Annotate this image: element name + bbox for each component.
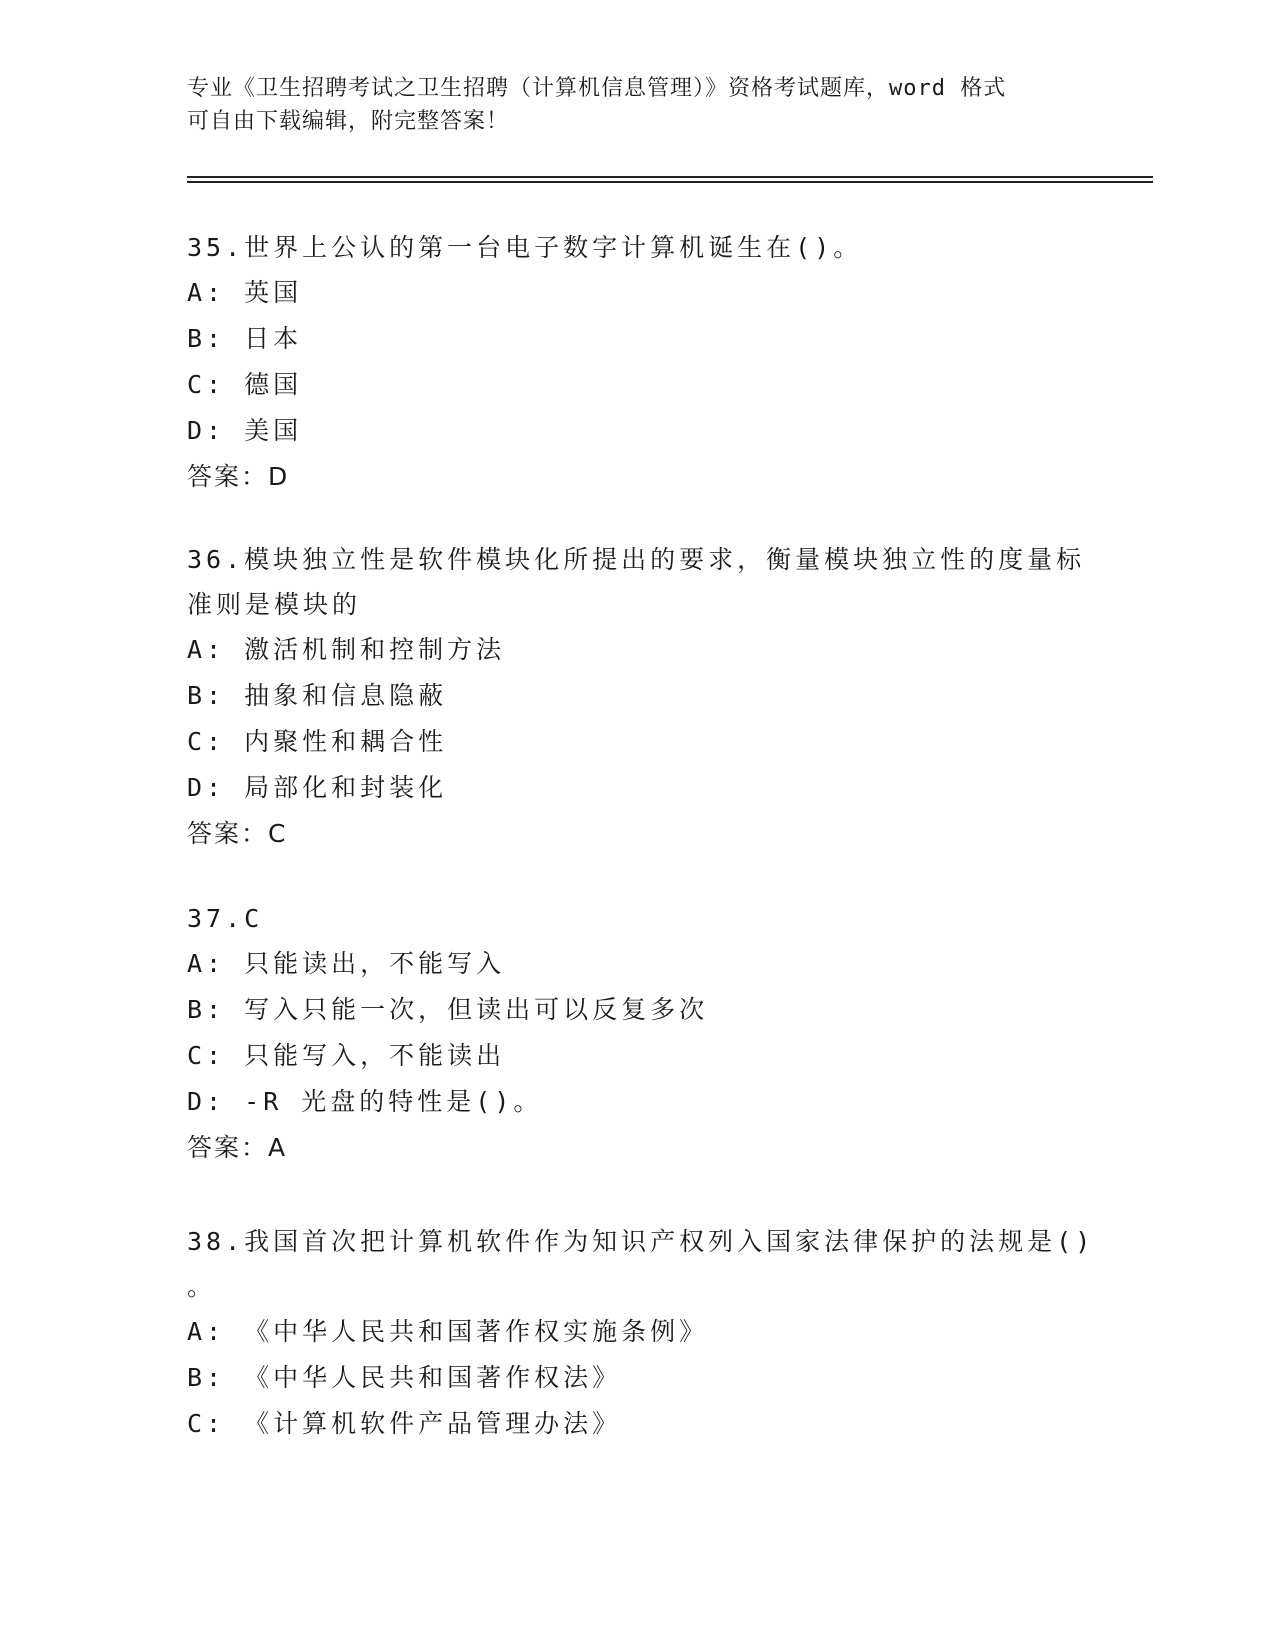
answer-line	[187, 454, 1087, 500]
option-c: C: 德国	[187, 370, 303, 399]
header-divider-bottom	[187, 181, 1153, 183]
option-d: D: 美国	[187, 416, 303, 445]
option-b: B: 抽象和信息隐蔽	[187, 681, 448, 710]
header-line-2: 可自由下载编辑，附完整答案！	[187, 109, 510, 134]
option-c: C: 《计算机软件产品管理办法》	[187, 1409, 622, 1438]
question-36	[187, 537, 1087, 857]
option-b: B: 日本	[187, 324, 303, 353]
answer-line	[187, 1125, 1087, 1171]
question-35	[187, 225, 1087, 500]
question-stem-line-1: 36.模块独立性是软件模块化所提出的要求，衡量模块独立性的度量标	[187, 545, 1086, 574]
header-line-1: 专业《卫生招聘考试之卫生招聘（计算机信息管理）》资格考试题库，word 格式	[187, 76, 1007, 101]
question-stem-line-2: 。	[187, 1272, 217, 1301]
document-header	[187, 72, 1087, 138]
option-d: D: -R 光盘的特性是()。	[187, 1087, 543, 1116]
question-stem-line-1: 38.我国首次把计算机软件作为知识产权列入国家法律保护的法规是()	[187, 1227, 1095, 1256]
question-38	[187, 1219, 1095, 1447]
option-c: C: 内聚性和耦合性	[187, 727, 448, 756]
answer-value: D	[268, 462, 290, 491]
option-b: B: 写入只能一次，但读出可以反复多次	[187, 995, 709, 1024]
question-37	[187, 896, 1087, 1171]
option-a: A: 英国	[187, 278, 303, 307]
option-d: D: 局部化和封装化	[187, 773, 448, 802]
option-a: A: 只能读出，不能写入	[187, 949, 506, 978]
header-divider-top	[187, 176, 1153, 178]
question-stem-line-2: 准则是模块的	[187, 590, 362, 619]
question-stem: 35.世界上公认的第一台电子数字计算机诞生在()。	[187, 233, 863, 262]
answer-label: 答案：	[187, 819, 269, 848]
answer-value: A	[268, 1133, 288, 1162]
option-c: C: 只能写入，不能读出	[187, 1041, 506, 1070]
option-b: B: 《中华人民共和国著作权法》	[187, 1363, 622, 1392]
answer-line	[187, 811, 1087, 857]
option-a: A: 《中华人民共和国著作权实施条例》	[187, 1317, 709, 1346]
answer-label: 答案：	[187, 1133, 269, 1162]
answer-value: C	[268, 819, 288, 848]
option-a: A: 激活机制和控制方法	[187, 635, 506, 664]
answer-label: 答案：	[187, 462, 269, 491]
question-stem: 37.C	[187, 904, 264, 933]
